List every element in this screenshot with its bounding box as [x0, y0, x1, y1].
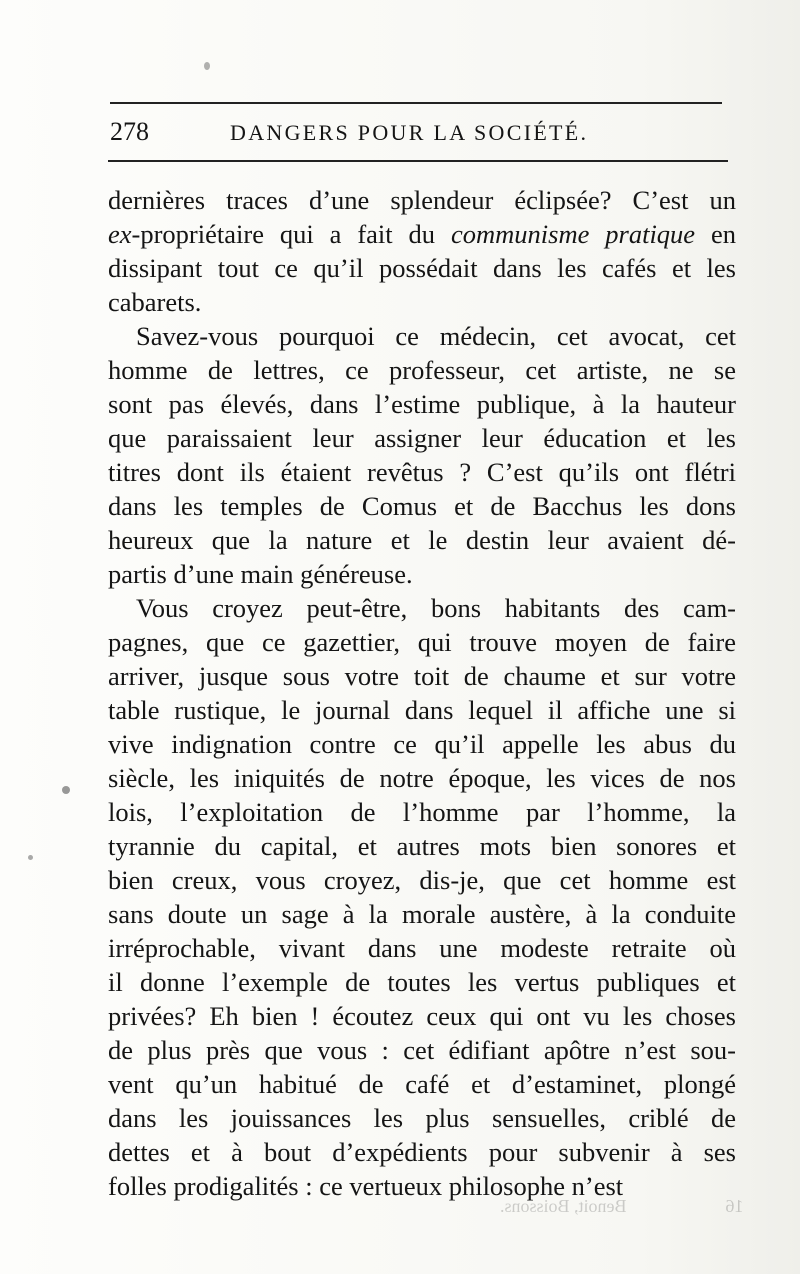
text-line: [108, 1067, 736, 1101]
text-line: [108, 489, 736, 523]
text-line: [108, 387, 736, 421]
text-line: [108, 591, 736, 625]
line-text: dernières traces d’une splendeur éclipsée? C’est un: [108, 185, 736, 215]
text-line: [108, 285, 736, 319]
line-text: tyrannie du capital, et autres mots bien sonores et: [108, 831, 736, 861]
text-line: [108, 319, 736, 353]
text-line: [108, 863, 736, 897]
line-text: pagnes, que ce gazettier, qui trouve moyen de faire: [108, 627, 736, 657]
line-text: cabarets.: [108, 287, 202, 317]
italic-text: communisme pratique: [450, 219, 696, 249]
paragraph: [108, 319, 736, 591]
line-text: homme de lettres, ce professeur, cet artiste, ne se: [108, 355, 736, 385]
text-line: [108, 1135, 736, 1169]
signature-name: Benoit, Boissons.: [500, 1196, 627, 1216]
line-text: dans les temples de Comus et de Bacchus les dons: [108, 491, 736, 521]
text-line: [108, 421, 736, 455]
ink-speck: [28, 855, 33, 860]
line-text: partis d’une main généreuse.: [108, 559, 413, 589]
line-text: titres dont ils étaient revêtus ? C’est qu’ils ont flétri: [108, 457, 736, 487]
text-line: [108, 965, 736, 999]
text-line: [108, 829, 736, 863]
line-text: en: [695, 219, 737, 249]
body-text: [108, 183, 736, 1203]
text-line: [108, 931, 736, 965]
line-text: dissipant tout ce qu’il possédait dans les cafés et les: [108, 253, 736, 283]
text-line: [108, 761, 736, 795]
line-text: vive indignation contre ce qu’il appelle les abus du: [108, 729, 736, 759]
line-text: de plus près que vous : cet édifiant apôtre n’est sou-: [108, 1035, 736, 1065]
line-text: Vous croyez peut-être, bons habitants des cam-: [136, 593, 736, 623]
paragraph: [108, 183, 736, 319]
line-text: que paraissaient leur assigner leur éducation et les: [108, 423, 736, 453]
text-line: [108, 1101, 736, 1135]
text-line: [108, 625, 736, 659]
text-line: [108, 727, 736, 761]
line-text: bien creux, vous croyez, dis-je, que cet homme est: [108, 865, 736, 895]
ink-speck: [204, 62, 210, 70]
line-text: sans doute un sage à la morale austère, à la conduite: [108, 899, 736, 929]
text-line: [108, 999, 736, 1033]
paragraph: [108, 591, 736, 1203]
bleed-through-footer: [500, 1196, 744, 1217]
text-line: [108, 183, 736, 217]
text-line: [108, 897, 736, 931]
line-text: dans les jouissances les plus sensuelles, criblé de: [108, 1103, 736, 1133]
line-text: siècle, les iniquités de notre époque, les vices de nos: [108, 763, 736, 793]
text-line: [108, 217, 736, 251]
running-header: [110, 114, 730, 154]
header-rule-bottom: [108, 160, 728, 162]
italic-text: ex: [108, 219, 132, 249]
text-line: [108, 1033, 736, 1067]
ink-speck: [62, 786, 70, 794]
line-text: lois, l’exploitation de l’homme par l’homme, la: [108, 797, 736, 827]
text-line: [108, 795, 736, 829]
text-line: [108, 693, 736, 727]
page-number: 278: [110, 117, 149, 146]
line-text: vent qu’un habitué de café et d’estaminet, plongé: [108, 1069, 736, 1099]
text-line: [108, 659, 736, 693]
line-text: -propriétaire qui a fait du: [131, 219, 451, 249]
running-title: DANGERS POUR LA SOCIÉTÉ.: [230, 120, 589, 145]
line-text: sont pas élevés, dans l’estime publique, à la hauteur: [108, 389, 736, 419]
line-text: privées? Eh bien ! écoutez ceux qui ont vu les choses: [108, 1001, 736, 1031]
line-text: dettes et à bout d’expédients pour subvenir à ses: [108, 1137, 736, 1167]
line-text: Savez-vous pourquoi ce médecin, cet avocat, cet: [136, 321, 736, 351]
text-line: [108, 523, 736, 557]
text-line: [108, 251, 736, 285]
line-text: irréprochable, vivant dans une modeste retraite où: [108, 933, 736, 963]
text-line: [108, 455, 736, 489]
line-text: folles prodigalités : ce vertueux philosophe n’est: [108, 1171, 624, 1201]
header-rule-top: [110, 102, 722, 104]
line-text: il donne l’exemple de toutes les vertus publiques et: [108, 967, 736, 997]
signature-mark: 16: [725, 1196, 744, 1216]
line-text: heureux que la nature et le destin leur avaient dé-: [108, 525, 736, 555]
line-text: table rustique, le journal dans lequel il affiche une si: [108, 695, 736, 725]
text-line: [108, 353, 736, 387]
line-text: arriver, jusque sous votre toit de chaume et sur votre: [108, 661, 736, 691]
text-line: [108, 557, 736, 591]
